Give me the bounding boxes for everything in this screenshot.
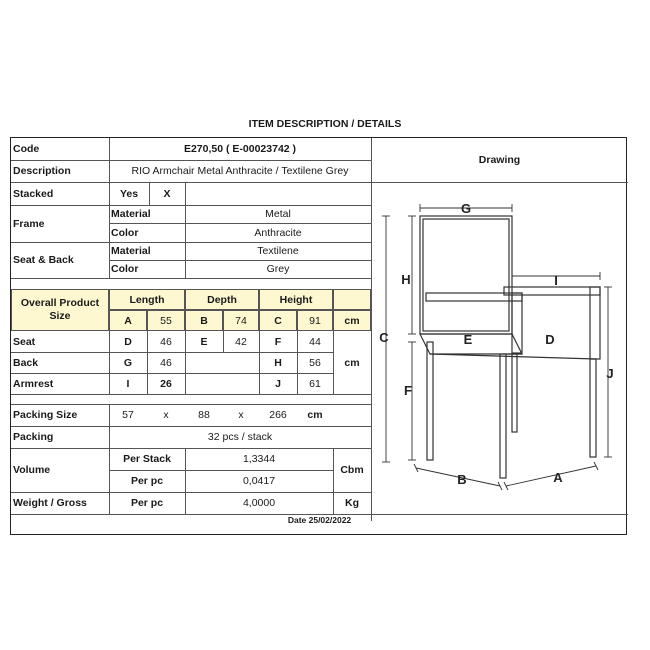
seat-back-material: Textilene — [257, 245, 299, 257]
dim-d-letter: D — [124, 335, 132, 348]
dim-h-letter: H — [274, 356, 282, 369]
dim-b-letter: B — [185, 310, 223, 331]
frame-label: Frame — [13, 217, 45, 230]
dim-letter-c: C — [379, 330, 389, 345]
dim-letter-d: D — [545, 332, 555, 347]
header-blank — [333, 289, 371, 310]
dim-letter-a: A — [553, 470, 563, 485]
drawing-label: Drawing — [478, 154, 521, 166]
seat-back-color-label: Color — [111, 263, 139, 275]
volume-per-stack-label: Per Stack — [123, 453, 171, 465]
left-armrest — [426, 293, 522, 301]
armrest-label: Armrest — [13, 377, 54, 390]
dim-f-letter: F — [274, 335, 282, 348]
dim-e-letter: E — [200, 335, 208, 348]
page-title: ITEM DESCRIPTION / DETAILS — [248, 118, 402, 130]
overall-unit: cm — [333, 310, 371, 331]
packing-value: 32 pcs / stack — [207, 431, 273, 443]
seat-back-material-label: Material — [111, 245, 151, 257]
stacked-label: Stacked — [13, 187, 54, 200]
packing-size-v1: 57 — [122, 409, 134, 421]
dim-c-letter: C — [259, 310, 297, 331]
right-armrest — [504, 287, 600, 295]
depth-header: Depth — [185, 289, 259, 310]
dim-letter-j: J — [606, 366, 614, 381]
stacked-mark: X — [163, 187, 171, 200]
packing-size-label: Packing Size — [13, 409, 78, 421]
packing-size-v2: 88 — [198, 409, 210, 421]
weight-per-pc-label: Per pc — [130, 497, 164, 509]
seat-back-label: Seat & Back — [13, 254, 74, 266]
volume-per-pc-label: Per pc — [130, 475, 164, 487]
dim-j-letter: J — [275, 377, 281, 390]
seat-back-color: Grey — [266, 263, 290, 275]
dim-letter-h: H — [401, 272, 411, 287]
weight-unit: Kg — [345, 497, 359, 509]
dim-h-value: 56 — [309, 356, 321, 369]
dim-d-value: 46 — [160, 335, 172, 348]
dim-b-value: 74 — [223, 310, 259, 331]
dim-letter-i: I — [554, 273, 558, 288]
height-header: Height — [259, 289, 333, 310]
description-value: RIO Armchair Metal Anthracite / Textilene Grey — [131, 165, 349, 177]
frame-material-label: Material — [111, 208, 151, 220]
stacked-yes: Yes — [119, 187, 139, 200]
length-header: Length — [109, 289, 185, 310]
weight-value: 4,0000 — [242, 497, 276, 509]
volume-per-pc: 0,0417 — [242, 475, 276, 487]
dim-j-value: 61 — [309, 377, 321, 390]
seat-label: Seat — [13, 335, 36, 348]
volume-label: Volume — [13, 464, 51, 476]
code-value: E270,50 ( E-00023742 ) — [183, 143, 297, 155]
dim-letter-g: G — [460, 201, 472, 216]
packing-size-v3: 266 — [269, 409, 287, 421]
dim-f-value: 44 — [309, 335, 321, 348]
dim-e-value: 42 — [235, 335, 247, 348]
volume-unit: Cbm — [340, 464, 364, 476]
date-footer: Date 25/02/2022 — [287, 515, 352, 525]
code-label: Code — [13, 143, 40, 155]
description-label: Description — [13, 165, 71, 177]
dim-a-value: 55 — [147, 310, 185, 331]
overall-size-label: Overall Product Size — [11, 289, 109, 331]
packing-size-x2: x — [238, 409, 244, 421]
chair-back — [420, 216, 512, 334]
dim-i-value: 26 — [160, 377, 172, 390]
packing-label: Packing — [13, 431, 54, 443]
dim-letter-e: E — [463, 332, 473, 347]
chair-drawing — [372, 194, 617, 494]
dim-letter-b: B — [457, 472, 467, 487]
packing-size-unit: cm — [307, 409, 323, 421]
frame-material: Metal — [265, 208, 291, 220]
dim-c-value: 91 — [297, 310, 333, 331]
frame-color-label: Color — [111, 226, 139, 239]
weight-label: Weight / Gross — [13, 497, 87, 509]
packing-size-x1: x — [163, 409, 169, 421]
dim-letter-f: F — [404, 383, 412, 398]
dim-i-letter: I — [126, 377, 130, 390]
volume-per-stack: 1,3344 — [242, 453, 276, 465]
dim-a-letter: A — [109, 310, 147, 331]
back-label: Back — [13, 356, 39, 369]
detail-unit: cm — [344, 356, 360, 369]
dim-g-value: 46 — [160, 356, 172, 369]
dim-g-letter: G — [123, 356, 133, 369]
frame-color: Anthracite — [254, 226, 302, 239]
